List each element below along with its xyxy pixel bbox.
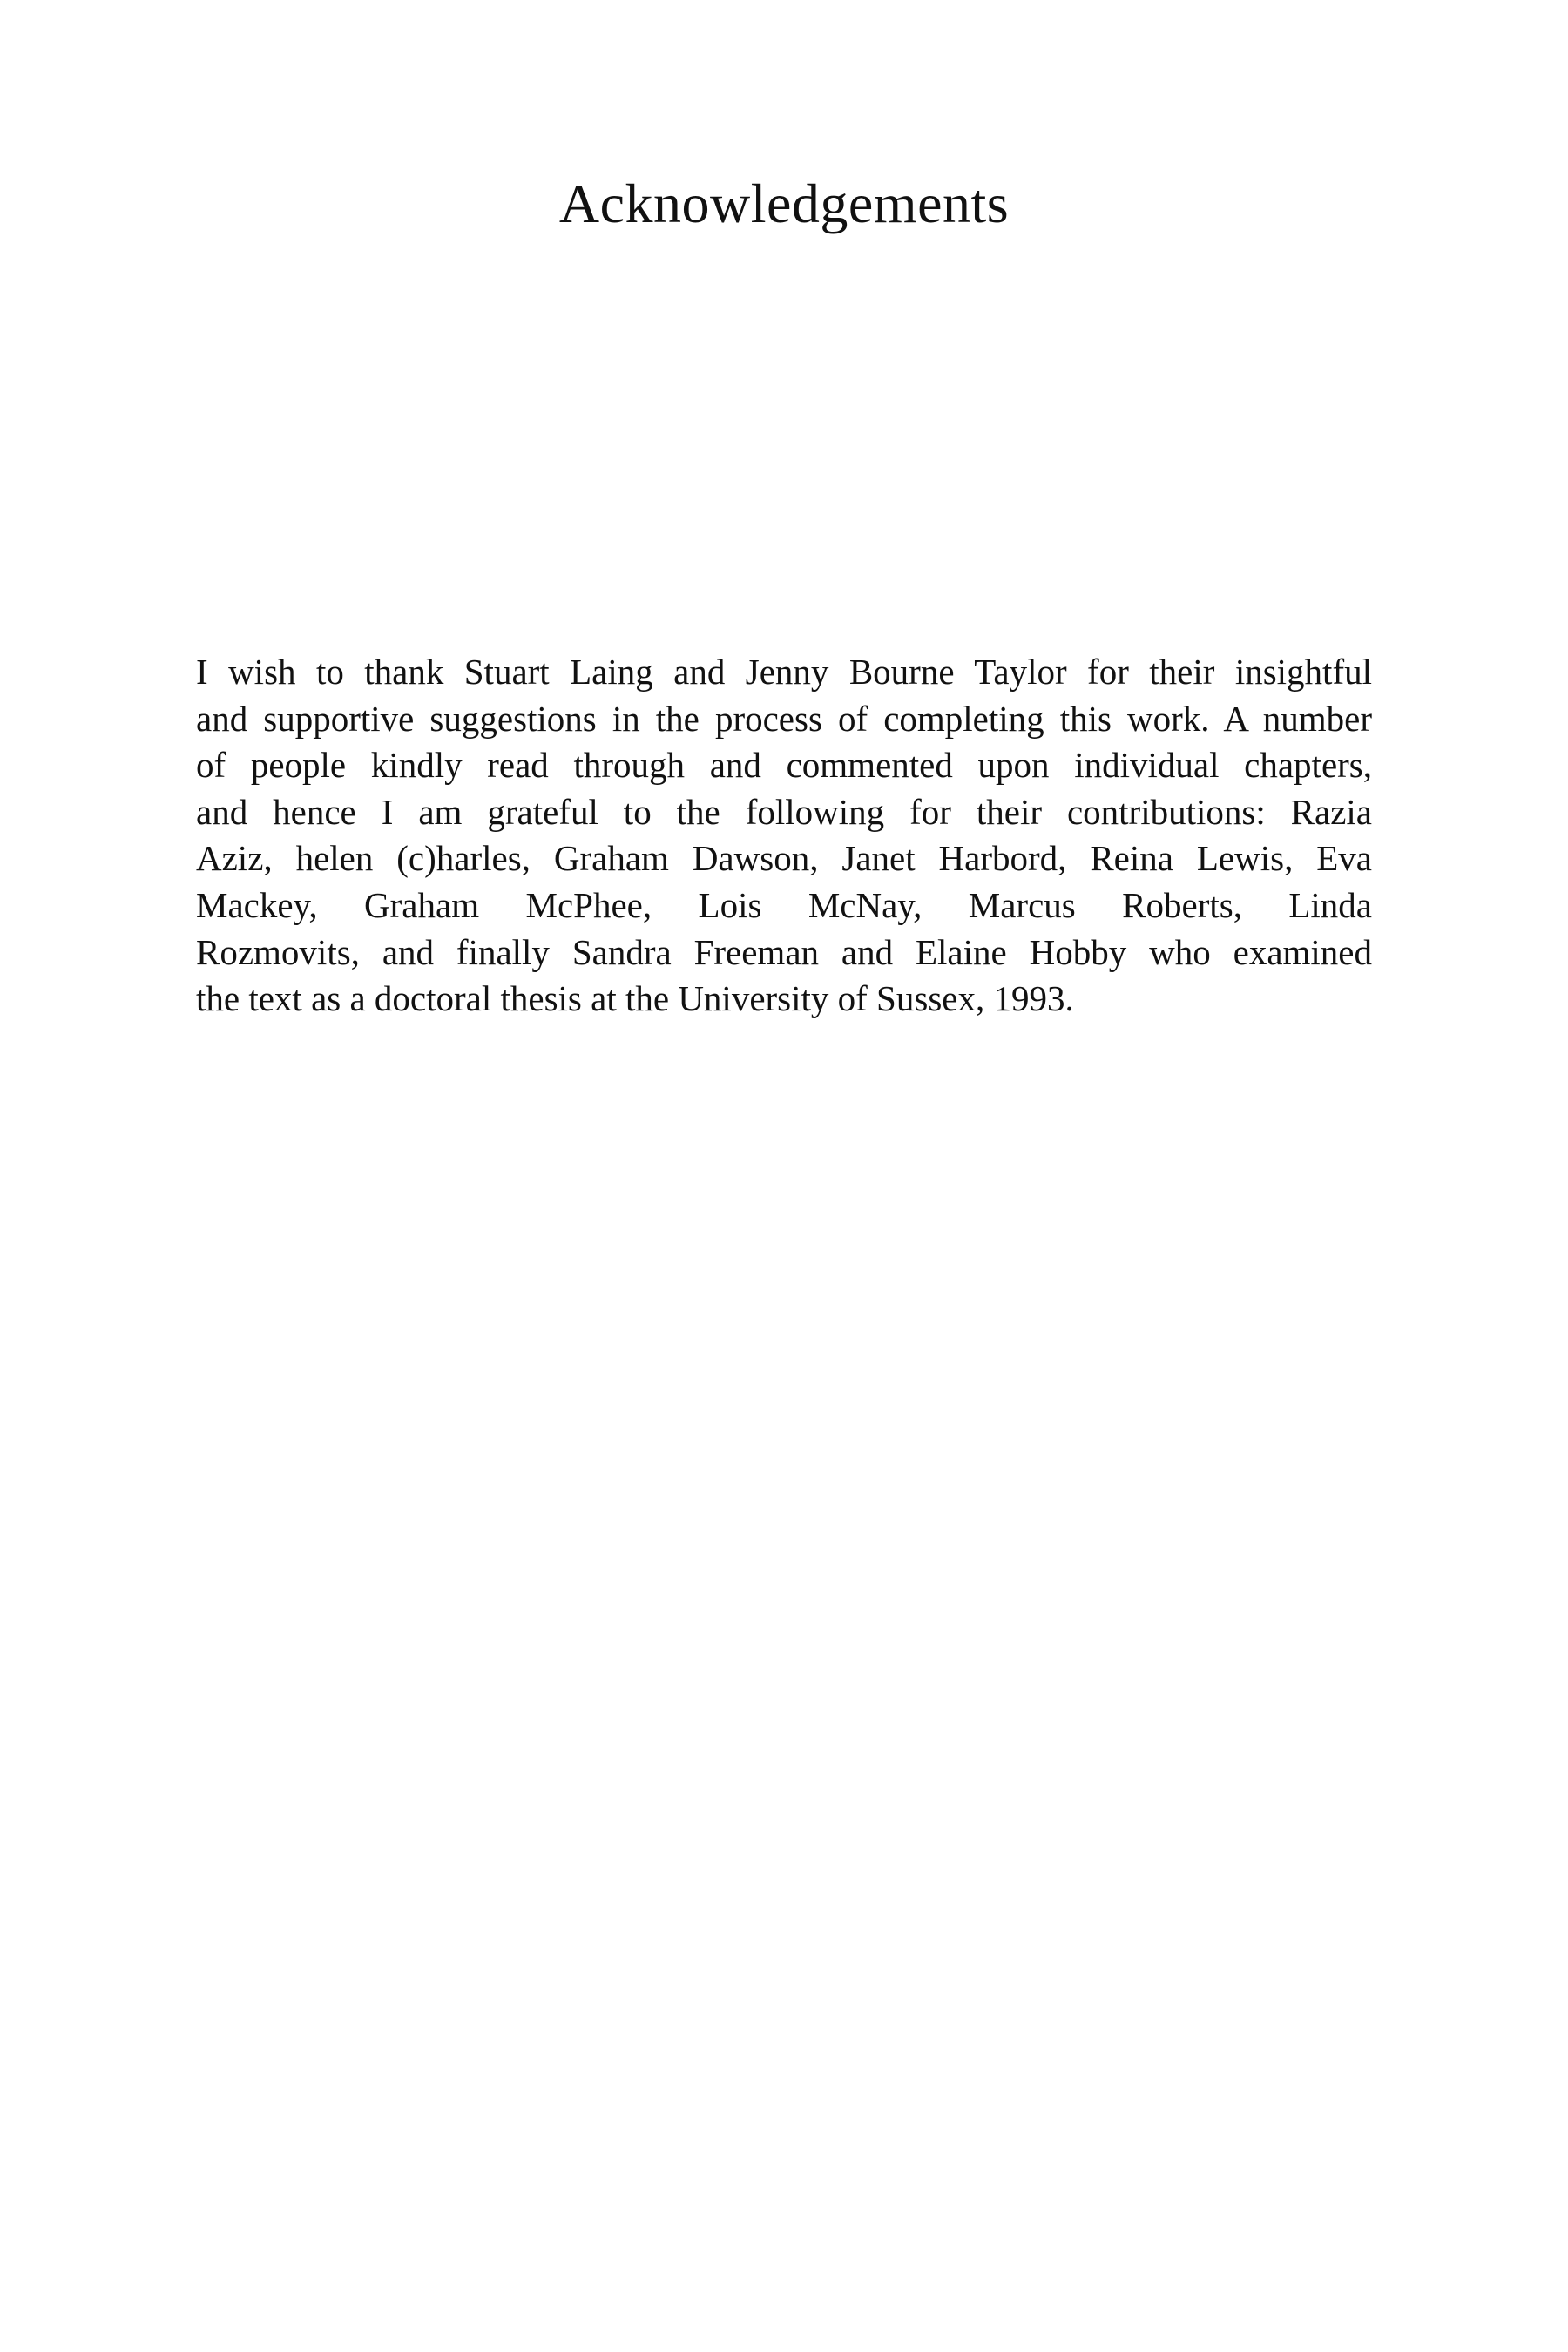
paragraph-line: the text as a doctoral thesis at the University of Sussex, 1993. [196,978,1074,1019]
acknowledgements-paragraph [196,649,1372,1023]
page-title: Acknowledgements [558,172,1010,234]
paragraph-line: Rozmovits, and finally Sandra Freeman and Elaine Hobby who examined [196,931,1372,972]
paragraph-line: and hence I am grateful to the following for their contributions: Razia [196,791,1372,832]
paragraph-line: of people kindly read through and commented upon individual chapters, [196,745,1372,786]
paragraph-line: I wish to thank Stuart Laing and Jenny Bourne Taylor for their insightful [196,652,1372,692]
paragraph-line: Aziz, helen (c)harles, Graham Dawson, Janet Harbord, Reina Lewis, Eva [196,838,1372,879]
paragraph-line: and supportive suggestions in the process of completing this work. A number [196,698,1372,739]
paragraph-line: Mackey, Graham McPhee, Lois McNay, Marcus Roberts, Linda [196,884,1372,925]
